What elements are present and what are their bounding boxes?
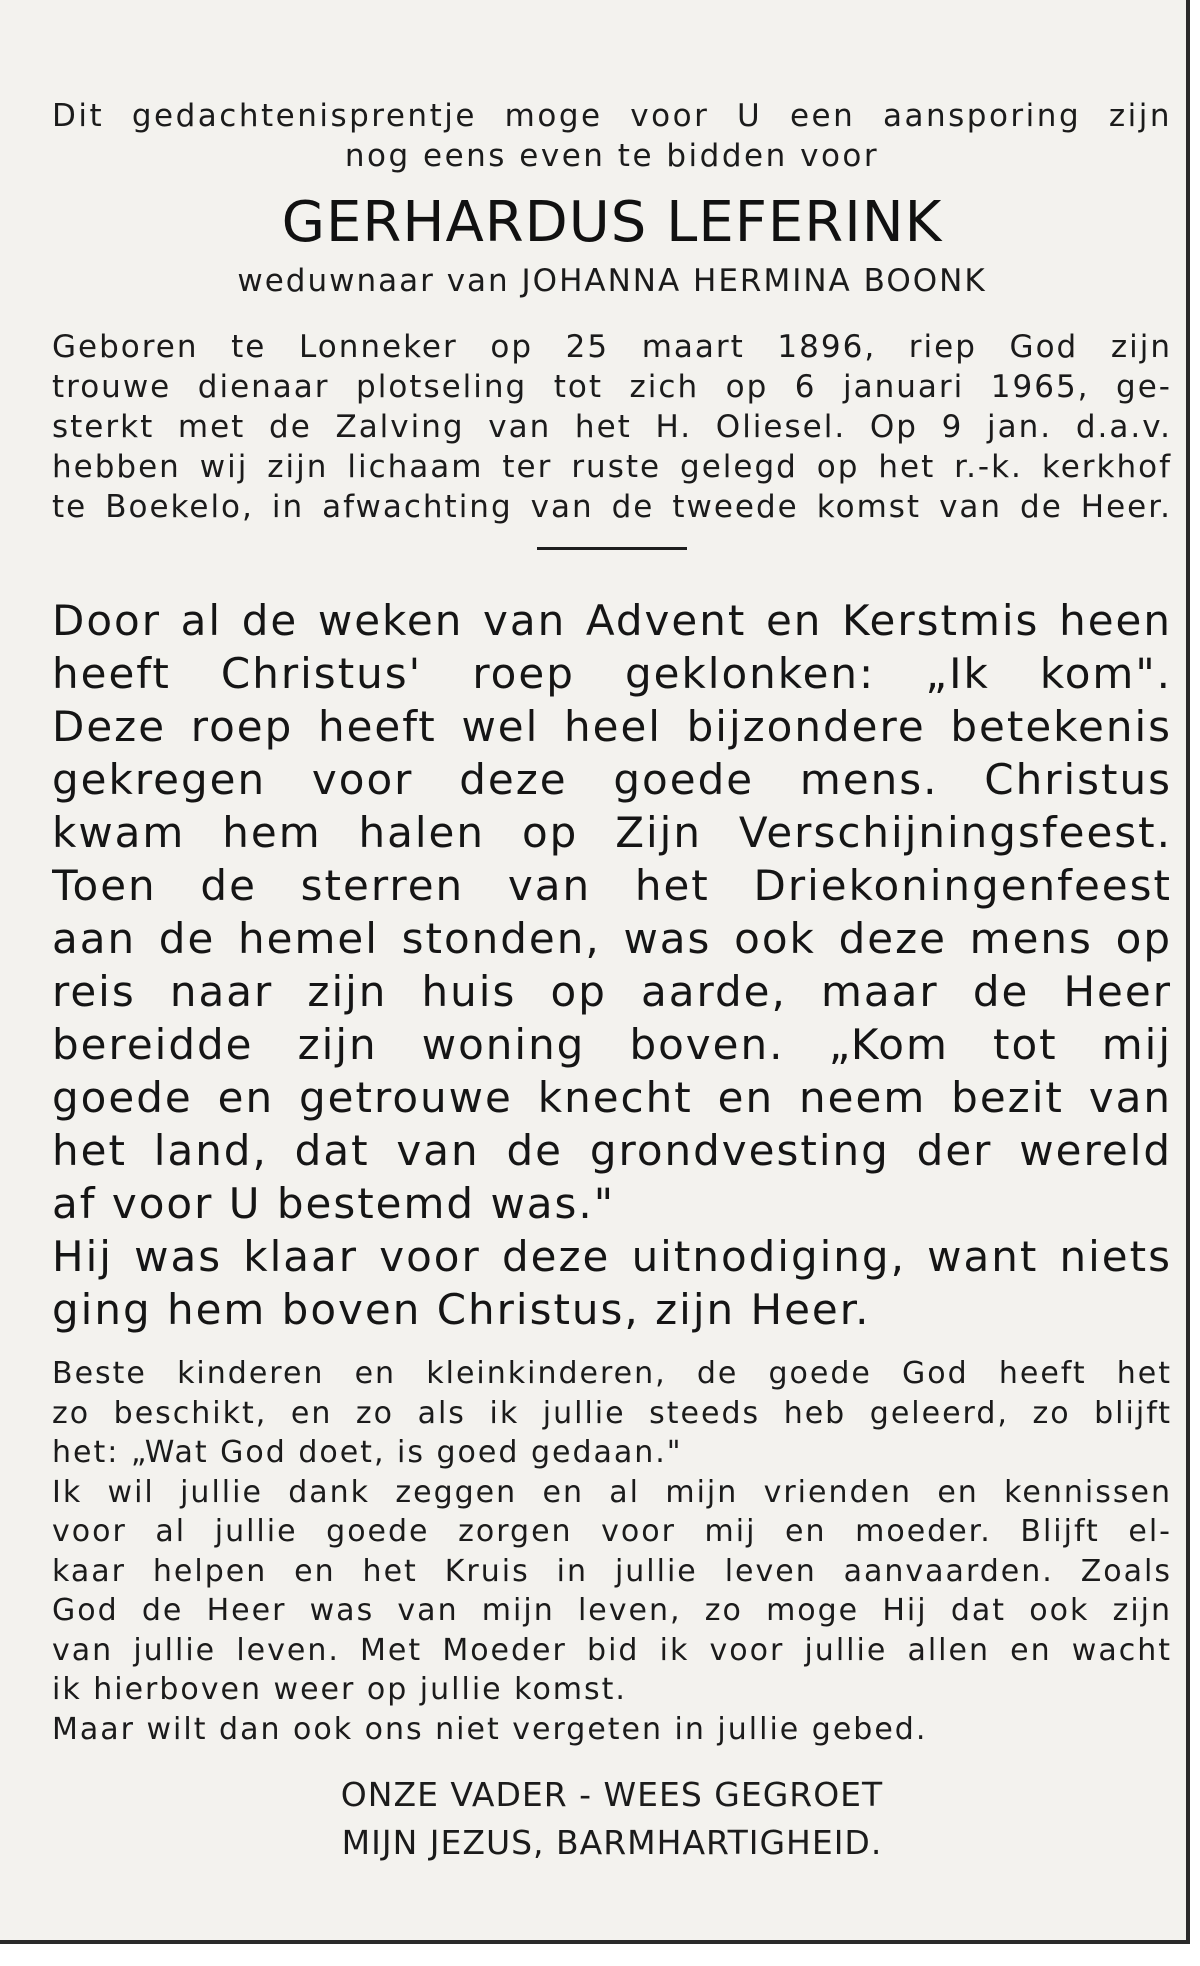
meditation-line: kwam hem halen op Zijn Verschijningsfeest. [52,808,1172,857]
farewell-line: Ik wil jullie dank zeggen en al mijn vrienden en kennissen [52,1474,1172,1510]
meditation-line: af voor U bestemd was." [52,1179,616,1228]
meditation-line: bereidde zijn woning boven. „Kom tot mij [52,1020,1172,1069]
meditation-line: Door al de weken van Advent en Kerstmis heen [52,596,1172,645]
intro-text [52,96,1172,176]
prayer-line: MIJN JEZUS, BARMHARTIGHEID. [341,1823,883,1862]
deceased-name: GERHARDUS LEFERINK [281,190,943,255]
meditation-line: Toen de sterren van het Driekoningenfeest [52,861,1172,910]
meditation-line: reis naar zijn huis op aarde, maar de Heer [52,967,1172,1016]
farewell-line: kaar helpen en het Kruis in jullie leven aanvaarden. Zoals [52,1553,1172,1589]
birth-line: sterkt met de Zalving van het H. Oliesel. Op 9 jan. d.a.v. [52,409,1172,445]
meditation-line: gekregen voor deze goede mens. Christus [52,755,1172,804]
meditation-line: goede en getrouwe knecht en neem bezit van [52,1073,1172,1122]
meditation-line: heeft Christus' roep geklonken: „Ik kom". [52,649,1172,698]
farewell-line: Beste kinderen en kleinkinderen, de goede God heeft het [52,1356,1172,1391]
meditation-line: aan de hemel stonden, was ook deze mens op [52,914,1172,963]
farewell-line: zo beschikt, en zo als ik jullie steeds heb geleerd, zo blijft [52,1395,1172,1431]
meditation-line: het land, dat van de grondvesting der wereld [52,1126,1172,1175]
prayers-section [52,1771,1172,1867]
meditation-line: Deze roep heeft wel heel bijzondere betekenis [52,702,1172,751]
meditation-line: ging hem boven Christus, zijn Heer. [52,1285,871,1334]
farewell-text [52,1354,1172,1749]
divider-rule [537,547,687,550]
widower-line: weduwnaar van JOHANNA HERMINA BOONK [237,263,987,299]
meditation-text [52,594,1172,1336]
birth-line: te Boekelo, in afwachting van de tweede komst van de Heer. [52,489,1172,525]
farewell-line: God de Heer was van mijn leven, zo moge Hij dat ook zijn [52,1593,1172,1628]
prayer-line: ONZE VADER - WEES GEGROET [340,1775,884,1814]
farewell-line: Maar wilt dan ook ons niet vergeten in jullie gebed. [52,1711,928,1747]
farewell-line: het: „Wat God doet, is goed gedaan." [52,1435,683,1470]
birth-line: Geboren te Lonneker op 25 maart 1896, riep God zijn [52,329,1172,365]
birth-line: hebben wij zijn lichaam ter ruste gelegd op het r.-k. kerkhof [52,449,1172,485]
farewell-line: ik hierboven weer op jullie komst. [52,1672,627,1707]
intro-line-2: nog eens even te bidden voor [344,138,880,174]
card-content [52,96,1172,1867]
intro-line-1: Dit gedachtenisprentje moge voor U een aansporing zijn [52,98,1172,134]
birth-death-paragraph [52,327,1172,527]
meditation-line: Hij was klaar voor deze uitnodiging, want niets [52,1232,1172,1281]
farewell-line: van jullie leven. Met Moeder bid ik voor jullie allen en wacht [52,1632,1172,1668]
birth-line: trouwe dienaar plotseling tot zich op 6 januari 1965, ge- [52,369,1172,405]
farewell-line: voor al jullie goede zorgen voor mij en moeder. Blijft el- [52,1514,1172,1549]
